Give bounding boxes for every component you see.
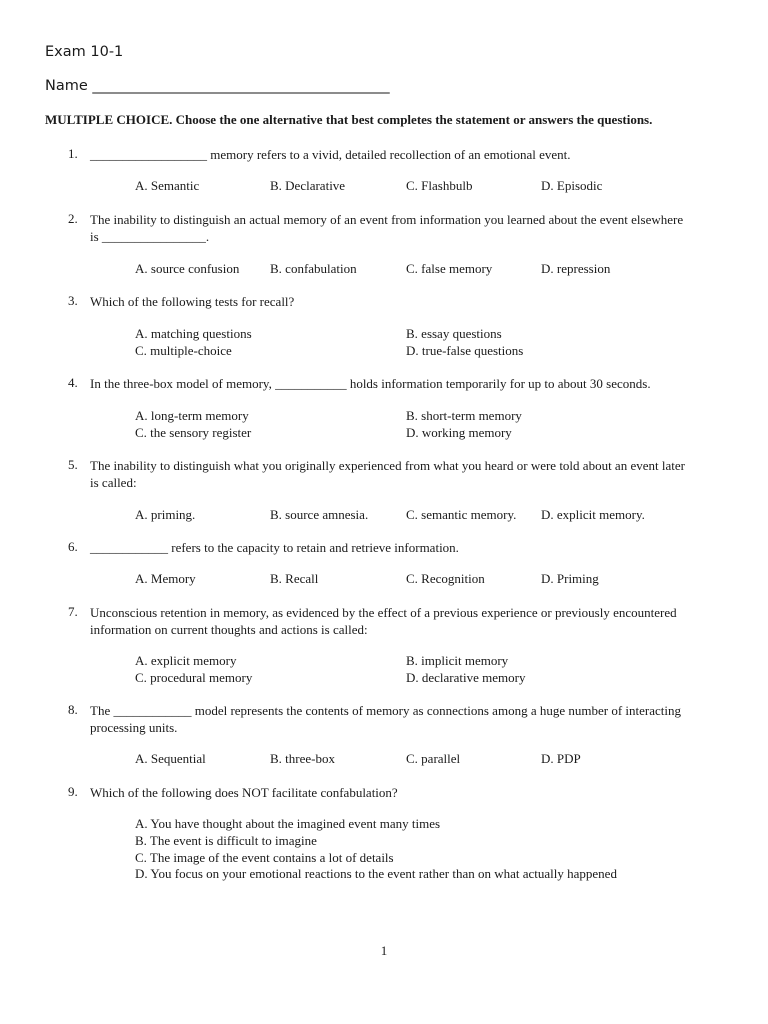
name-field-label: Name _________________________________________ bbox=[45, 78, 390, 94]
option-c: C. Flashbulb bbox=[406, 178, 473, 193]
option-d: D. Episodic bbox=[541, 178, 603, 193]
option-c: C. parallel bbox=[406, 751, 461, 766]
option-b: B. Declarative bbox=[270, 178, 346, 193]
option-a: A. Sequential bbox=[135, 751, 206, 766]
question-text-cont: is ________________. bbox=[90, 229, 210, 244]
question-number: 9. bbox=[68, 784, 78, 799]
instructions: MULTIPLE CHOICE. Choose the one alternative that best completes the statement or answers the questions. bbox=[45, 112, 653, 127]
option-d: D. explicit memory. bbox=[541, 507, 645, 522]
option-a: A. explicit memory bbox=[135, 653, 237, 668]
option-d: D. true-false questions bbox=[406, 343, 524, 358]
question-text-cont: processing units. bbox=[90, 720, 178, 735]
option-c: C. Recognition bbox=[406, 571, 485, 586]
option-a: A. Semantic bbox=[135, 178, 200, 193]
question-number: 7. bbox=[68, 604, 78, 619]
question-number: 1. bbox=[68, 146, 78, 161]
option-b: B. source amnesia. bbox=[270, 507, 369, 522]
option-d: D. PDP bbox=[541, 751, 581, 766]
question-number: 6. bbox=[68, 539, 78, 554]
option-c: C. the sensory register bbox=[135, 425, 252, 440]
option-d: D. repression bbox=[541, 261, 611, 276]
option-b: B. confabulation bbox=[270, 261, 357, 276]
question-number: 2. bbox=[68, 211, 78, 226]
option-c: C. The image of the event contains a lot of details bbox=[135, 850, 394, 865]
option-a: A. You have thought about the imagined event many times bbox=[135, 816, 441, 831]
question-number: 8. bbox=[68, 702, 78, 717]
question-number: 4. bbox=[68, 375, 78, 390]
page-number: 1 bbox=[380, 943, 388, 958]
question-number: 5. bbox=[68, 457, 78, 472]
question-text: The ____________ model represents the contents of memory as connections among a huge number of interacting bbox=[90, 703, 681, 718]
question-text: ____________ refers to the capacity to retain and retrieve information. bbox=[90, 540, 459, 555]
option-d: D. working memory bbox=[406, 425, 512, 440]
option-b: B. Recall bbox=[270, 571, 319, 586]
question-text-cont: information on current thoughts and actions is called: bbox=[90, 622, 368, 637]
option-a: A. Memory bbox=[135, 571, 196, 586]
question-text: Which of the following does NOT facilitate confabulation? bbox=[90, 785, 398, 800]
option-a: A. priming. bbox=[135, 507, 196, 522]
option-c: C. false memory bbox=[406, 261, 493, 276]
option-b: B. essay questions bbox=[406, 326, 502, 341]
option-c: C. semantic memory. bbox=[406, 507, 517, 522]
question-text: The inability to distinguish what you originally experienced from what you heard or were told about an event later bbox=[90, 458, 685, 473]
option-d: D. Priming bbox=[541, 571, 599, 586]
question-text: Unconscious retention in memory, as evidenced by the effect of a previous experience or previously encountered bbox=[90, 605, 677, 620]
option-a: A. long-term memory bbox=[135, 408, 249, 423]
question-text: Which of the following tests for recall? bbox=[90, 294, 295, 309]
question-text-cont: is called: bbox=[90, 475, 137, 490]
question-text: The inability to distinguish an actual memory of an event from information you learned about the event elsewhere bbox=[90, 212, 684, 227]
question-text: In the three-box model of memory, ___________ holds information temporarily for up to about 30 seconds. bbox=[90, 376, 651, 391]
question-number: 3. bbox=[68, 293, 78, 308]
option-d: D. declarative memory bbox=[406, 670, 526, 685]
question-text: __________________ memory refers to a vivid, detailed recollection of an emotional event. bbox=[90, 147, 571, 162]
option-d: D. You focus on your emotional reactions to the event rather than on what actually happened bbox=[135, 866, 617, 881]
option-a: A. source confusion bbox=[135, 261, 240, 276]
option-c: C. multiple-choice bbox=[135, 343, 232, 358]
option-b: B. three-box bbox=[270, 751, 335, 766]
option-a: A. matching questions bbox=[135, 326, 252, 341]
option-b: B. implicit memory bbox=[406, 653, 509, 668]
option-b: B. short-term memory bbox=[406, 408, 522, 423]
exam-title: Exam 10-1 bbox=[45, 44, 124, 60]
option-c: C. procedural memory bbox=[135, 670, 253, 685]
option-b: B. The event is difficult to imagine bbox=[135, 833, 317, 848]
